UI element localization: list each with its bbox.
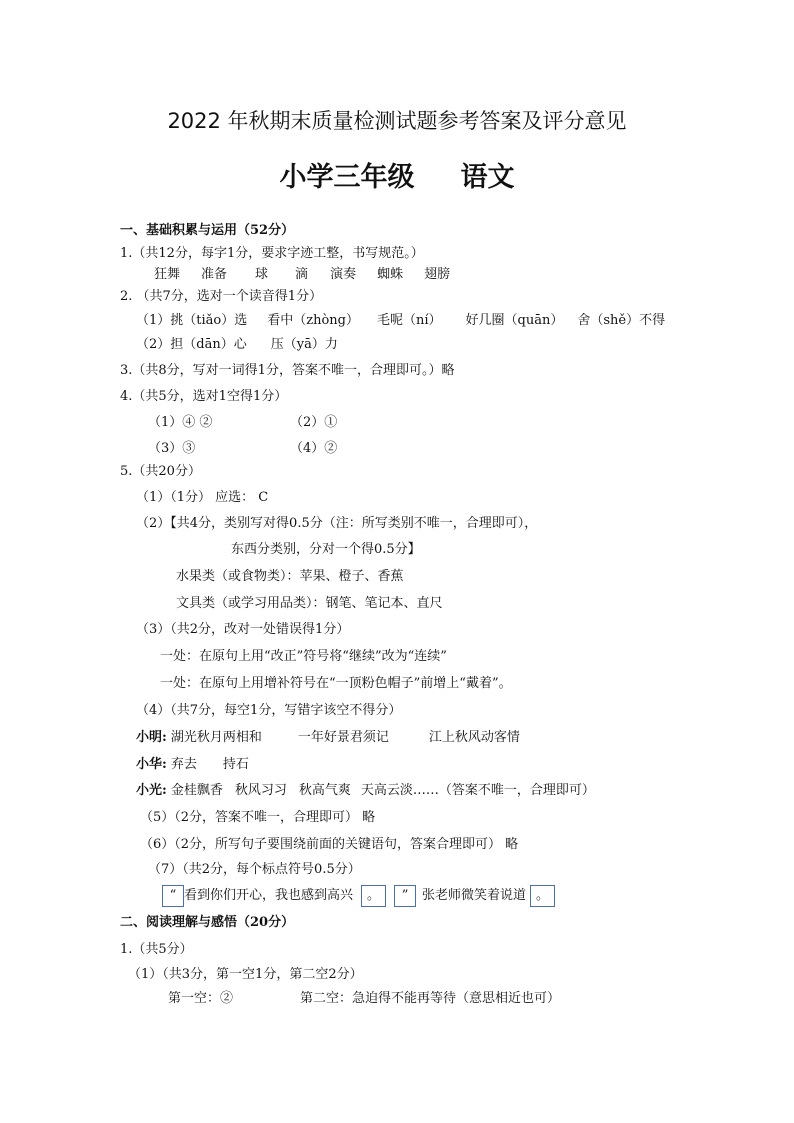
q5-part2-line1: （2）【共4分，类别写对得0.5分（注：所写类别不唯一，合理即可）， — [136, 516, 538, 531]
q1-instruction: 1.（共12分，每字1分，要求字迹工整，书写规范。） — [120, 246, 424, 261]
xiaoming-answer: 湖光秋月两相和 — [170, 730, 262, 745]
q4-answer-4: （4）② — [290, 441, 338, 456]
q3-instruction: 3.（共8分，写对一词得1分，答案不唯一，合理即可。）略 — [120, 363, 455, 378]
q1-word: 滴 — [295, 267, 309, 282]
q1-word: 球 — [255, 267, 269, 282]
punctuation-sentence-part2: 张老师微笑着说道 — [422, 888, 527, 903]
q5-part5: （5）（2分，答案不唯一，合理即可） 略 — [140, 810, 376, 825]
q2-answer: 毛呢（ní） — [376, 313, 442, 328]
grade-label: 小学三年级 — [279, 162, 415, 193]
q5-punctuation-sentence — [162, 885, 555, 907]
xiaoming-answer: 一年好景君须记 — [297, 730, 389, 745]
q5-part2-line2: 东西分类别，分对一个得0.5分】 — [231, 542, 421, 557]
q5-fruit-category: 水果类（或食物类）：苹果、橙子、香蕉 — [176, 569, 404, 584]
q4-answer-3: （3）③ — [148, 441, 196, 456]
q1-word: 准备 — [201, 267, 228, 282]
q2-answers-line2 — [136, 336, 338, 354]
s2-q1-part1: （1）（共3分，第一空1分，第二空2分） — [128, 967, 363, 982]
q4-instruction: 4.（共5分，选对1空得1分） — [120, 389, 288, 404]
s2-q1-blank2: 第二空：急迫得不能再等待（意思相近也可） — [300, 991, 561, 1006]
q5-part4: （4）（共7分，每空1分，写错字该空不得分） — [136, 703, 402, 718]
q1-word: 演奏 — [330, 267, 357, 282]
xiaoming-label: 小明: — [136, 730, 167, 745]
q2-answer: （1）挑（tiǎo）选 — [136, 313, 248, 328]
q2-answer: 好几圈（quān） — [465, 313, 564, 328]
q1-answer-words — [154, 266, 450, 284]
punctuation-box: 。 — [530, 885, 555, 907]
q5-xiaoguang-line — [136, 782, 595, 800]
xiaoguang-answer: 天高云淡……（答案不唯一，合理即可） — [360, 783, 595, 798]
q5-instruction: 5.（共20分） — [120, 464, 201, 479]
q5-xiaohua-line — [136, 756, 249, 774]
punctuation-box: “ — [162, 885, 184, 907]
q5-part3-fix1: 一处：在原句上用“改正”符号将“继续”改为“连续” — [160, 649, 447, 664]
q5-part7: （7）（共2分，每个标点符号0.5分） — [148, 862, 361, 877]
q1-word: 狂舞 — [154, 267, 181, 282]
section-1-heading: 一、基础积累与运用（52分） — [120, 223, 295, 238]
xiaoming-answer: 江上秋风动客情 — [428, 730, 520, 745]
q2-answer: 舍（shě）不得 — [577, 313, 666, 328]
q2-instruction: 2. （共7分，选对一个读音得1分） — [120, 289, 323, 304]
q5-part3-fix2: 一处：在原句上用增补符号在“一顶粉色帽子”前增上“戴着”。 — [160, 676, 512, 691]
xiaoguang-answer: 秋风习习 — [234, 783, 287, 798]
q1-word: 蜘蛛 — [377, 267, 404, 282]
s2-q1-instruction: 1.（共5分） — [120, 942, 193, 957]
q2-answer: （2）担（dān）心 — [136, 337, 247, 352]
q4-answer-1: （1）④ ② — [148, 415, 213, 430]
xiaohua-label: 小华: — [136, 757, 167, 772]
s2-q1-blank1: 第一空：② — [168, 991, 234, 1006]
q5-part6: （6）（2分，所写句子要围绕前面的关键语句，答案合理即可） 略 — [140, 837, 519, 852]
q2-answer: 压（yā）力 — [270, 337, 338, 352]
xiaohua-answer: 持石 — [222, 757, 249, 772]
q1-word: 翅膀 — [424, 267, 451, 282]
xiaoguang-answer: 秋高气爽 — [298, 783, 351, 798]
punctuation-box: 。 — [361, 885, 386, 907]
xiaoguang-label: 小光: — [136, 783, 167, 798]
q4-answer-2: （2）① — [290, 415, 338, 430]
punctuation-box: ” — [394, 885, 416, 907]
q5-part3: （3）（共2分，改对一处错误得1分） — [136, 622, 350, 637]
q5-stationery-category: 文具类（或学习用品类）：钢笔、笔记本、直尺 — [176, 596, 443, 611]
q5-xiaoming-line — [136, 729, 520, 747]
section-2-heading: 二、阅读理解与感悟（20分） — [120, 915, 295, 930]
xiaohua-answer: 弃去 — [170, 757, 197, 772]
xiaoguang-answer: 金桂飘香 — [170, 783, 223, 798]
document-subtitle — [0, 155, 794, 194]
punctuation-sentence-part1: 看到你们开心，我也感到高兴 — [184, 888, 354, 903]
document-title: 2022 年秋期末质量检测试题参考答案及评分意见 — [167, 109, 627, 133]
q2-answers-line1 — [136, 312, 665, 330]
q2-answer: 看中（zhòng） — [267, 313, 359, 328]
q5-part1: （1）（1分） 应选： C — [136, 490, 269, 505]
subject-label: 语文 — [460, 162, 515, 193]
